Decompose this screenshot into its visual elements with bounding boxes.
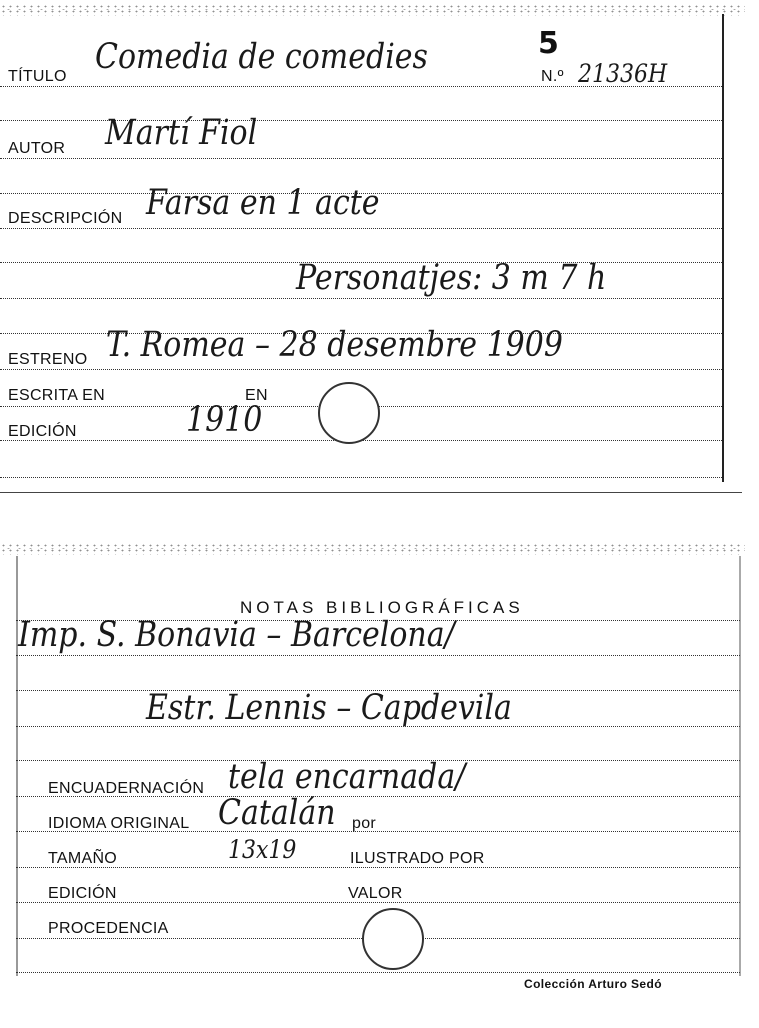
rule [0,477,722,478]
estreno-label: ESTRENO [8,351,88,368]
edicion-label: EDICIÓN [8,423,77,440]
descripcion-value: Farsa en 1 acte [146,182,380,223]
autor-value: Martí Fiol [105,112,258,153]
notas-heading: NOTAS BIBLIOGRÁFICAS [240,598,524,617]
catalog-card-back [0,540,759,1028]
idioma-value: Catalán [218,792,336,833]
numero-value: 21336H [578,60,668,89]
idioma-label: IDIOMA ORIGINAL [48,815,190,832]
encuadernacion-label: ENCUADERNACIÓN [48,780,205,797]
rule [0,228,722,229]
encuadernacion-value: tela encarnada/ [228,756,466,797]
tamano-value: 13x19 [228,836,297,865]
por-label: por [352,815,377,832]
autor-label: AUTOR [8,140,66,157]
collection-footer: Colección Arturo Sedó [524,977,662,991]
edicion-label: EDICIÓN [48,885,117,902]
punch-hole [318,382,380,444]
rule [0,298,722,299]
escrita-en-label: EN [245,387,268,404]
titulo-label: TÍTULO [8,68,67,85]
numero-label: N.º [541,68,564,85]
card-right-border [739,556,741,976]
titulo-value: Comedia de comedies [95,36,428,77]
descripcion-label: DESCRIPCIÓN [8,210,123,227]
card-bottom-edge [0,492,742,493]
rule [0,369,722,370]
rule [0,158,722,159]
punch-hole [362,908,424,970]
tamano-label: TAMAÑO [48,850,118,867]
escrita-label: ESCRITA EN [8,387,105,404]
ilustrado-label: ILUSTRADO POR [350,850,485,867]
note-line-2: Estr. Lennis – Capdevila [146,687,512,728]
catalog-card-front [0,0,759,500]
valor-label: VALOR [348,885,403,902]
procedencia-label: PROCEDENCIA [48,920,169,937]
card-edge-speckle [0,4,745,16]
card-mark: 5 [538,26,559,61]
estreno-value: T. Romea – 28 desembre 1909 [106,324,563,365]
card-right-border [722,14,724,482]
note-line-1: Imp. S. Bonavia – Barcelona/ [18,614,455,655]
personajes-value: Personatjes: 3 m 7 h [296,257,607,298]
rule [16,655,740,656]
edicion-value: 1910 [186,399,263,440]
rule [16,972,740,973]
card-edge-speckle [0,543,745,555]
